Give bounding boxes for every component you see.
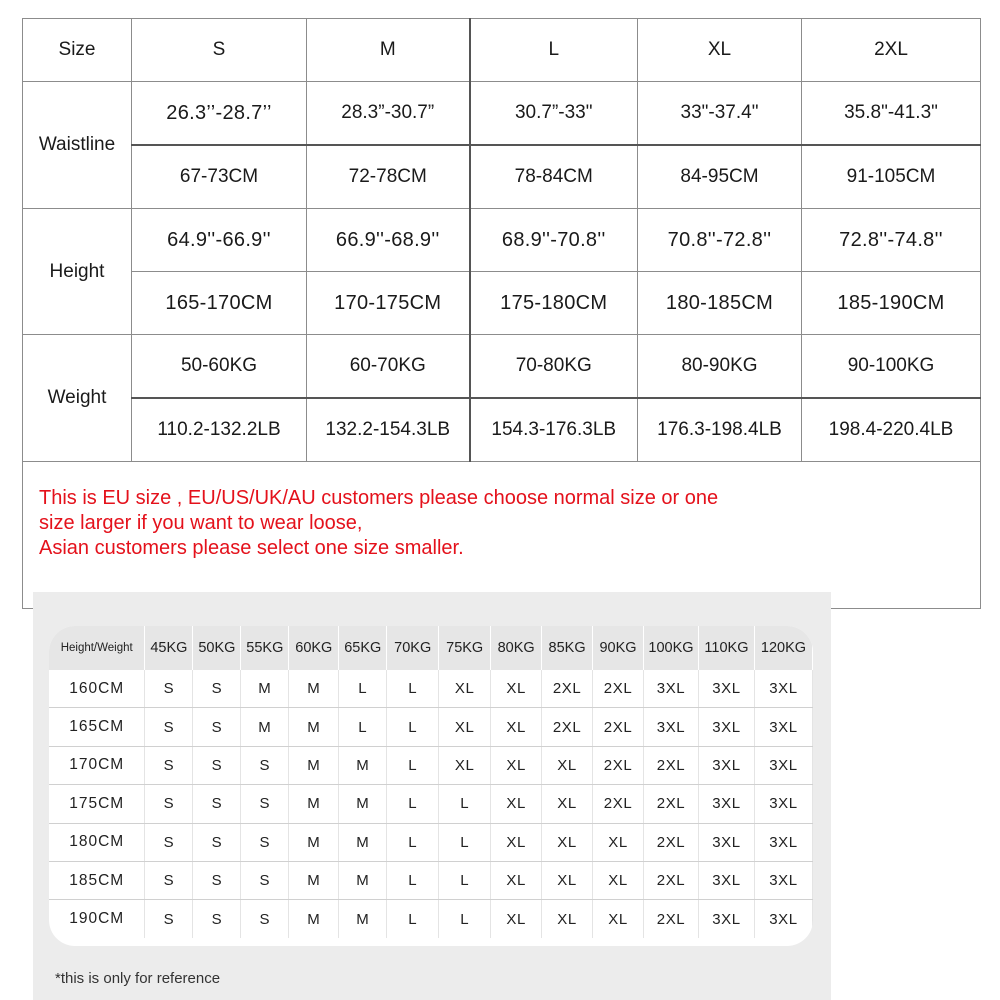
- size-cell: XL: [439, 746, 491, 784]
- size-cell: S: [193, 670, 241, 708]
- size-cell: L: [439, 785, 491, 823]
- table-cell: 185-190CM: [802, 272, 981, 335]
- table-row: [49, 900, 813, 938]
- size-cell: L: [439, 861, 491, 899]
- weight-header-cell: 60KG: [289, 626, 339, 670]
- table-cell: 66.9''-68.9'': [307, 209, 470, 272]
- weight-header-cell: 100KG: [644, 626, 699, 670]
- size-cell: S: [193, 900, 241, 938]
- size-cell: XL: [542, 900, 593, 938]
- size-cell: M: [339, 823, 387, 861]
- height-cm-row: [23, 272, 981, 335]
- size-cell: 2XL: [644, 861, 699, 899]
- size-cell: S: [193, 708, 241, 746]
- table-cell: 80-90KG: [638, 335, 802, 399]
- size-cell: L: [387, 861, 439, 899]
- size-cell: XL: [593, 823, 644, 861]
- size-cell: XL: [491, 746, 542, 784]
- size-cell: L: [339, 670, 387, 708]
- table-cell: 165-170CM: [132, 272, 307, 335]
- weight-label: Weight: [23, 335, 132, 462]
- table-row: [49, 746, 813, 784]
- height-cell: 175CM: [49, 785, 145, 823]
- size-cell: XL: [491, 823, 542, 861]
- waistline-inch-row: [23, 82, 981, 146]
- height-cell: 165CM: [49, 708, 145, 746]
- reference-footnote: *this is only for reference: [55, 970, 221, 987]
- height-weight-table: [49, 626, 813, 938]
- size-cell: L: [387, 708, 439, 746]
- weight-header-cell: 90KG: [593, 626, 644, 670]
- waistline-cm-row: [23, 145, 981, 209]
- size-corner-label: Size: [23, 19, 132, 82]
- size-cell: 3XL: [698, 670, 754, 708]
- weight-header-row: [49, 626, 813, 670]
- size-cell: M: [339, 746, 387, 784]
- table-cell: 110.2-132.2LB: [132, 398, 307, 462]
- reference-panel: [33, 592, 831, 1000]
- note-row: [23, 462, 981, 609]
- table-row: [49, 823, 813, 861]
- table-cell: 72.8''-74.8'': [802, 209, 981, 272]
- size-cell: 2XL: [644, 746, 699, 784]
- size-cell: 3XL: [644, 670, 699, 708]
- size-cell: 2XL: [593, 708, 644, 746]
- height-label: Height: [23, 209, 132, 335]
- size-cell: XL: [439, 708, 491, 746]
- size-cell: M: [289, 746, 339, 784]
- size-cell: 2XL: [644, 900, 699, 938]
- size-cell: 2XL: [542, 708, 593, 746]
- size-cell: XL: [542, 785, 593, 823]
- table-cell: 176.3-198.4LB: [638, 398, 802, 462]
- size-header-cell: XL: [638, 19, 802, 82]
- table-cell: 175-180CM: [470, 272, 638, 335]
- size-cell: 3XL: [698, 861, 754, 899]
- size-cell: M: [289, 861, 339, 899]
- size-cell: 3XL: [698, 746, 754, 784]
- weight-header-cell: 65KG: [339, 626, 387, 670]
- size-cell: S: [145, 785, 193, 823]
- table-cell: 28.3”-30.7”: [307, 82, 470, 146]
- size-cell: XL: [593, 900, 644, 938]
- note-line: size larger if you want to wear loose,: [39, 512, 363, 534]
- table-row: [49, 785, 813, 823]
- table-cell: 91-105CM: [802, 145, 981, 209]
- size-cell: M: [339, 900, 387, 938]
- table-cell: 84-95CM: [638, 145, 802, 209]
- size-cell: 2XL: [542, 670, 593, 708]
- size-cell: M: [339, 785, 387, 823]
- size-cell: L: [387, 823, 439, 861]
- table-row: [49, 670, 813, 708]
- size-cell: S: [241, 823, 289, 861]
- size-cell: S: [145, 823, 193, 861]
- table-cell: 68.9''-70.8'': [470, 209, 638, 272]
- table-cell: 90-100KG: [802, 335, 981, 399]
- size-cell: XL: [491, 861, 542, 899]
- table-cell: 180-185CM: [638, 272, 802, 335]
- size-cell: 3XL: [754, 746, 812, 784]
- size-cell: S: [193, 785, 241, 823]
- height-cell: 170CM: [49, 746, 145, 784]
- size-cell: 3XL: [644, 708, 699, 746]
- size-cell: 3XL: [754, 823, 812, 861]
- size-cell: M: [339, 861, 387, 899]
- size-cell: 2XL: [593, 746, 644, 784]
- size-cell: S: [145, 670, 193, 708]
- size-cell: 3XL: [754, 670, 812, 708]
- size-cell: S: [193, 861, 241, 899]
- table-row: [49, 708, 813, 746]
- size-cell: L: [387, 746, 439, 784]
- height-weight-corner-label: Height/Weight: [49, 626, 145, 670]
- size-header-row: [23, 19, 981, 82]
- size-cell: 2XL: [593, 785, 644, 823]
- size-cell: 3XL: [754, 708, 812, 746]
- weight-header-cell: 110KG: [698, 626, 754, 670]
- size-cell: M: [289, 785, 339, 823]
- size-cell: 3XL: [698, 900, 754, 938]
- size-cell: 3XL: [754, 861, 812, 899]
- table-cell: 33"-37.4": [638, 82, 802, 146]
- weight-header-cell: 85KG: [542, 626, 593, 670]
- size-cell: 2XL: [593, 670, 644, 708]
- table-cell: 35.8"-41.3": [802, 82, 981, 146]
- size-cell: XL: [542, 861, 593, 899]
- size-cell: S: [193, 746, 241, 784]
- size-cell: XL: [542, 823, 593, 861]
- size-cell: S: [241, 861, 289, 899]
- table-cell: 64.9''-66.9'': [132, 209, 307, 272]
- size-cell: XL: [593, 861, 644, 899]
- table-cell: 154.3-176.3LB: [470, 398, 638, 462]
- size-cell: XL: [439, 670, 491, 708]
- weight-header-cell: 70KG: [387, 626, 439, 670]
- size-cell: 2XL: [644, 785, 699, 823]
- size-cell: 2XL: [644, 823, 699, 861]
- table-cell: 132.2-154.3LB: [307, 398, 470, 462]
- size-note: [23, 462, 981, 609]
- size-table: [22, 18, 981, 609]
- size-cell: 3XL: [698, 823, 754, 861]
- size-cell: XL: [491, 708, 542, 746]
- size-header-cell: M: [307, 19, 470, 82]
- size-cell: L: [387, 785, 439, 823]
- table-cell: 60-70KG: [307, 335, 470, 399]
- weight-header-cell: 50KG: [193, 626, 241, 670]
- size-cell: S: [241, 900, 289, 938]
- size-cell: S: [145, 746, 193, 784]
- size-cell: XL: [542, 746, 593, 784]
- size-header-cell: 2XL: [802, 19, 981, 82]
- size-cell: XL: [491, 785, 542, 823]
- size-cell: M: [241, 670, 289, 708]
- weight-header-cell: 55KG: [241, 626, 289, 670]
- size-cell: XL: [491, 900, 542, 938]
- size-cell: L: [439, 823, 491, 861]
- size-header-cell: S: [132, 19, 307, 82]
- table-cell: 70-80KG: [470, 335, 638, 399]
- height-cell: 160CM: [49, 670, 145, 708]
- size-cell: L: [439, 900, 491, 938]
- size-cell: L: [387, 670, 439, 708]
- size-cell: S: [145, 708, 193, 746]
- size-cell: M: [241, 708, 289, 746]
- table-cell: 72-78CM: [307, 145, 470, 209]
- size-header-cell: L: [470, 19, 638, 82]
- weight-header-cell: 75KG: [439, 626, 491, 670]
- size-cell: L: [339, 708, 387, 746]
- size-cell: S: [241, 746, 289, 784]
- table-cell: 170-175CM: [307, 272, 470, 335]
- size-cell: S: [193, 823, 241, 861]
- table-cell: 26.3’’-28.7’’: [132, 82, 307, 146]
- height-cell: 180CM: [49, 823, 145, 861]
- size-cell: L: [387, 900, 439, 938]
- height-cell: 185CM: [49, 861, 145, 899]
- size-cell: S: [145, 861, 193, 899]
- table-cell: 78-84CM: [470, 145, 638, 209]
- weight-header-cell: 120KG: [754, 626, 812, 670]
- size-cell: S: [241, 785, 289, 823]
- size-cell: M: [289, 823, 339, 861]
- weight-header-cell: 45KG: [145, 626, 193, 670]
- size-cell: 3XL: [754, 900, 812, 938]
- weight-lb-row: [23, 398, 981, 462]
- height-cell: 190CM: [49, 900, 145, 938]
- waistline-label: Waistline: [23, 82, 132, 209]
- table-cell: 70.8''-72.8'': [638, 209, 802, 272]
- reference-card: [49, 626, 813, 946]
- table-row: [49, 861, 813, 899]
- size-cell: 3XL: [754, 785, 812, 823]
- size-cell: S: [145, 900, 193, 938]
- note-line: This is EU size , EU/US/UK/AU customers please choose normal size or one: [39, 487, 719, 509]
- size-cell: M: [289, 670, 339, 708]
- height-inch-row: [23, 209, 981, 272]
- size-cell: M: [289, 708, 339, 746]
- table-cell: 50-60KG: [132, 335, 307, 399]
- table-cell: 67-73CM: [132, 145, 307, 209]
- size-cell: XL: [491, 670, 542, 708]
- table-cell: 198.4-220.4LB: [802, 398, 981, 462]
- note-line: Asian customers please select one size smaller.: [39, 537, 464, 559]
- table-cell: 30.7”-33": [470, 82, 638, 146]
- weight-header-cell: 80KG: [491, 626, 542, 670]
- size-cell: M: [289, 900, 339, 938]
- size-cell: 3XL: [698, 785, 754, 823]
- size-cell: 3XL: [698, 708, 754, 746]
- weight-kg-row: [23, 335, 981, 399]
